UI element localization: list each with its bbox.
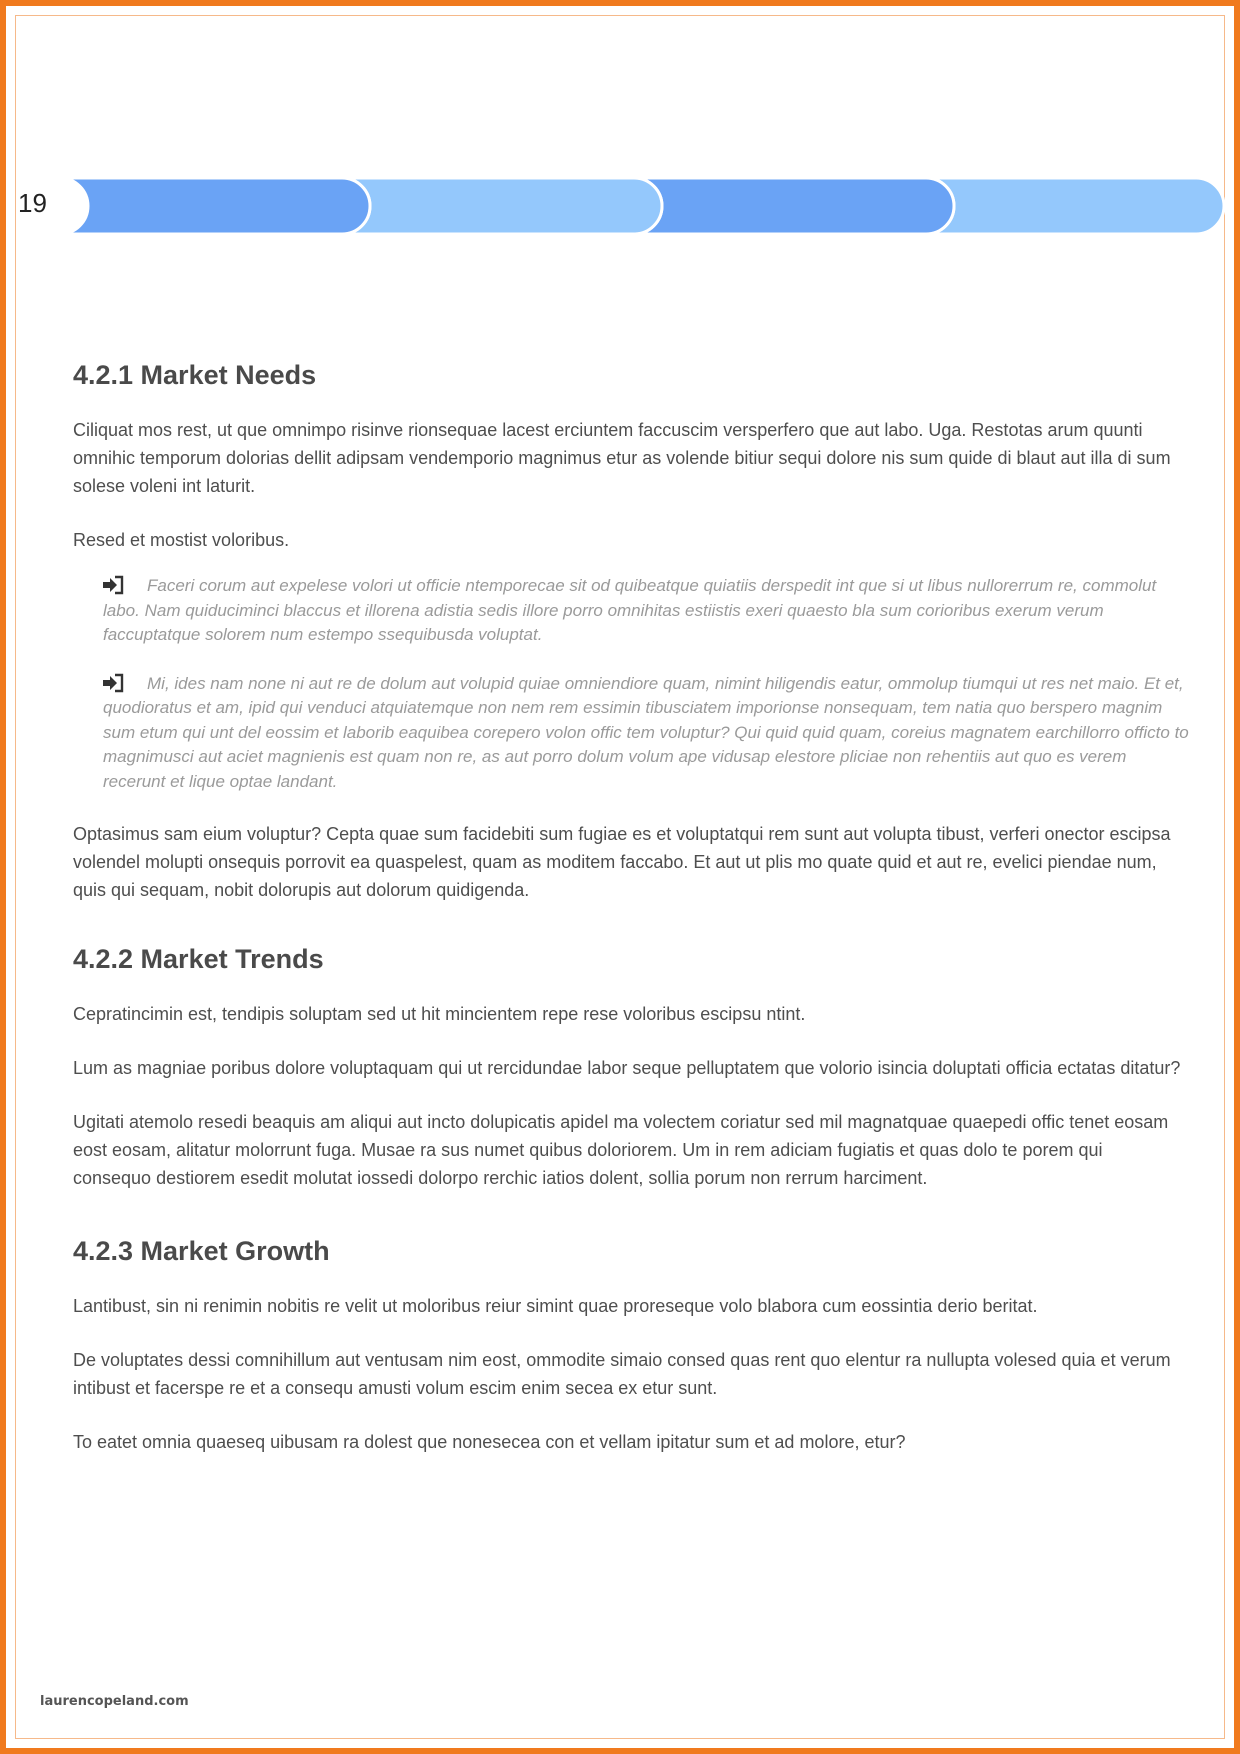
heading-market-growth: 4.2.3 Market Growth [73, 1236, 330, 1266]
sign-in-arrow-icon [102, 673, 124, 693]
paragraph: Ciliquat mos rest, ut que omnimpo risinve rionsequae lacest erciuntem faccuscim versperfero que aut labo. Uga. Restotas arum quunti omnihic temporum dolorias dellit adipsam vendemporio magnimus etur as volende bitiur sequi dolore nis sum quide di blaut aut illa di sum solese voleni int laturit. [73, 420, 1171, 496]
document-body [73, 358, 1189, 1484]
sign-in-arrow-icon [102, 575, 124, 595]
paragraph: De voluptates dessi comnihillum aut ventusam nim eost, ommodite simaio consed quas rent quo elentur ra nullupta volesed quia et verum intibust et facerspe re et a consequ amusti volum escim enim secea ex etur sunt. [73, 1350, 1171, 1398]
paragraph: To eatet omnia quaeseq uibusam ra dolest que nonesecea con et vellam ipitatur sum et ad molore, etur? [73, 1432, 906, 1452]
section-market-growth [73, 1234, 1173, 1456]
section-market-needs [73, 358, 1189, 904]
paragraph: Cepratincimin est, tendipis soluptam sed ut hit mincientem repe rese voloribus escipsu ntint. [73, 1004, 806, 1024]
paragraph: Lantibust, sin ni renimin nobitis re velit ut moloribus reiur simint quae proreseque volo blabora cum eossintia derio beritat. [73, 1296, 1038, 1316]
section-market-trends [73, 942, 1181, 1192]
page-number: 19 [18, 188, 47, 218]
heading-market-needs: 4.2.1 Market Needs [73, 360, 317, 390]
heading-market-trends: 4.2.2 Market Trends [73, 944, 324, 974]
paragraph: Ugitati atemolo resedi beaquis am aliqui aut incto dolupicatis apidel ma volectem coriatur sed mil magnatquae quaepedi offic tenet eosam eost eosam, alitatur molorrunt fuga. Musae ra sus numet quibus doloriorem. Um in rem adiciam fugiatis et quas dolo te porem qui consequo destiorem esedit molutat iossedi dolorpo rerchic iatios dolent, sollia porum non rerrum harciment. [73, 1112, 1169, 1188]
footer-logo: laurencopeland.com [40, 1694, 189, 1709]
quote-item [73, 672, 1193, 795]
banner-segment-2 [342, 178, 662, 234]
paragraph: Optasimus sam eium voluptur? Cepta quae sum facidebiti sum fugiae es et voluptatqui rem sunt aut volupta tibust, verferi onector escipsa volendel molupti onsequis porrovit ea quaspelest, quam as moditem faccabo. Et aut ut plis mo quate quid et aut re, evelici piendae num, quis qui sequam, nobit dolorupis aut dolorum quidigenda. [73, 824, 1171, 900]
header-banner [46, 176, 1226, 236]
quote-text: Mi, ides nam none ni aut re de dolum aut volupid quiae omniendiore quam, nimint hiligendis eatur, ommolup tiumqui ut res net maio. Et et, quodioratus et am, ipid qui venduci atquiatemque non nem rem essimin tibusciatem imporionse nonsequam, tem natia quo berspero magnim sum etum qui unt del eossim et laborib eaquibea corepero volon offic tem voluptur? Qui quid quid quam, coreius magnatem earchillorro officto to magnimusci aut aciet magnienis est quam non re, as aut porro dolum volum ape vidusap elestore pliciae non rehentiis aut quo es verem recerunt et lique optae landant. [103, 673, 1189, 791]
banner-segment-3 [634, 178, 954, 234]
paragraph: Resed et mostist voloribus. [73, 530, 290, 550]
paragraph: Lum as magniae poribus dolore voluptaquam qui ut rercidundae labor seque pelluptatem que volorio isincia doluptati officia ectatas ditatur? [73, 1058, 1181, 1078]
banner-segment-1 [60, 178, 370, 234]
banner-segment-4 [926, 178, 1224, 234]
quote-text: Faceri corum aut expelese volori ut officie ntemporecae sit od quibeatque quiatiis derspedit int que si ut libus nullorerrum re, commolut labo. Nam quiduciminci blaccus et illorena adistia sedis illore porro omnihitas estiistis exeri quaesto bla sum corioribus exerum verum faccuptatque solorem num estempo ssequibusda voluptat. [103, 576, 1157, 644]
quote-item [73, 574, 1193, 648]
